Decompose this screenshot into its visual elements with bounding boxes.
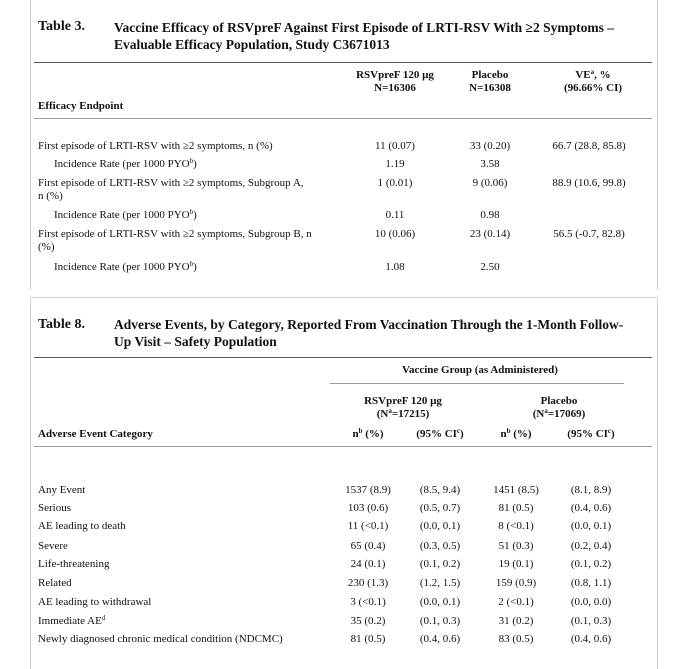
- footnote-mark: b: [358, 427, 363, 435]
- row-label-text: Incidence Rate (per 1000 PYO: [54, 158, 190, 170]
- row-label-line1: First episode of LRTI-RSV with ≥2 symptoms, Subgroup B, n: [38, 228, 312, 240]
- table3-top-rule: [34, 62, 652, 63]
- row-label: Any Event: [38, 484, 86, 496]
- rsv-ci: (0.5, 0.7): [419, 502, 461, 514]
- table8-sub-rsv-ci: [405, 428, 475, 441]
- table8-header-placebo-line2: [494, 408, 624, 421]
- placebo-n: 81 (0.5): [498, 502, 534, 514]
- placebo-n: 31 (0.2): [498, 615, 534, 627]
- footnote-mark: b: [506, 427, 511, 435]
- row-label: Severe: [38, 540, 68, 552]
- footnote-mark: c: [607, 427, 612, 435]
- pct-text: (%): [510, 428, 532, 440]
- placebo-ci: (0.1, 0.3): [570, 615, 612, 627]
- table3-label: Table 3.: [38, 19, 85, 34]
- table8-top-rule: [34, 357, 652, 358]
- placebo-ci: (0.8, 1.1): [570, 577, 612, 589]
- row-label-line2: (%): [38, 241, 55, 253]
- ci-text: (95% CI: [416, 428, 457, 440]
- table8-header-rule: [34, 446, 652, 447]
- rsv-ci: (0.0, 0.1): [419, 520, 461, 532]
- placebo-n: 159 (0.9): [495, 577, 537, 589]
- rsv-ci: (0.1, 0.3): [419, 615, 461, 627]
- rsv-n: 3 (<0.1): [350, 596, 386, 608]
- rsv-ci: (0.0, 0.1): [419, 596, 461, 608]
- placebo-n: 8 (<0.1): [498, 520, 534, 532]
- rsv-n: 11 (<0.1): [347, 520, 389, 532]
- table3-header-ve-line2: (96.66% CI): [563, 82, 623, 94]
- table3-right-border: [657, 0, 658, 290]
- table3-header-rsv-line1: RSVpreF 120 µg: [356, 69, 434, 81]
- table8-header-rsv: [338, 395, 468, 421]
- rsv-n: 81 (0.5): [350, 633, 386, 645]
- ve-label: VE: [575, 69, 591, 81]
- table8-right-border: [657, 298, 658, 669]
- ve-footnote-mark: a: [590, 68, 595, 76]
- table8-sub-pl-ci: [554, 428, 628, 441]
- rsv-n: 230 (1.3): [347, 577, 389, 589]
- table8-header-placebo: [494, 395, 624, 421]
- row-label: Newly diagnosed chronic medical condition (NDCMC): [38, 633, 283, 645]
- placebo-ci: (0.0, 0.0): [570, 596, 612, 608]
- rsv-value: 1.19: [385, 158, 405, 170]
- n-value: =17215): [391, 408, 430, 420]
- row-label-line1: First episode of LRTI-RSV with ≥2 symptoms, Subgroup A,: [38, 177, 304, 189]
- row-label: [54, 158, 197, 171]
- footnote-mark: b: [189, 157, 194, 165]
- placebo-n: 19 (0.1): [498, 558, 534, 570]
- footnote-mark: c: [456, 427, 461, 435]
- rsv-ci: (0.4, 0.6): [419, 633, 461, 645]
- placebo-value: 0.98: [480, 209, 500, 221]
- table3-title: Vaccine Efficacy of RSVpreF Against First Episode of LRTI-RSV With ≥2 Symptoms – Evaluable Efficacy Population, Study C3671013: [114, 20, 614, 52]
- table3-header-placebo-line2: N=16308: [469, 82, 511, 94]
- footnote-mark: a: [544, 407, 548, 415]
- placebo-n: 51 (0.3): [498, 540, 534, 552]
- row-label-text: Incidence Rate (per 1000 PYO: [54, 261, 190, 273]
- table3-header-rsv: [340, 69, 450, 95]
- placebo-n: 2 (<0.1): [498, 596, 534, 608]
- ve-value: 66.7 (28.8, 85.8): [552, 140, 626, 152]
- row-label-close: ): [193, 158, 197, 170]
- table8-left-border: [30, 298, 31, 669]
- rsv-value: 11 (0.07): [375, 140, 415, 152]
- table8-group-header: Vaccine Group (as Administered): [402, 364, 558, 376]
- footnote-mark: a: [388, 407, 392, 415]
- n-text: n: [352, 428, 359, 440]
- rsv-n: 35 (0.2): [350, 615, 386, 627]
- table3-left-border: [30, 0, 31, 290]
- rsv-value: 1 (0.01): [377, 177, 413, 189]
- placebo-ci: (0.2, 0.4): [570, 540, 612, 552]
- table3-header-placebo-line1: Placebo: [471, 69, 509, 81]
- rsv-ci: (0.1, 0.2): [419, 558, 461, 570]
- placebo-ci: (0.4, 0.6): [570, 633, 612, 645]
- footnote-mark: b: [189, 208, 194, 216]
- row-label-text: Incidence Rate (per 1000 PYO: [54, 209, 190, 221]
- row-label-line2: n (%): [38, 190, 63, 202]
- ci-close: ): [460, 428, 464, 440]
- pct-text: (%): [362, 428, 384, 440]
- placebo-n: 83 (0.5): [498, 633, 534, 645]
- placebo-ci: (8.1, 8.9): [570, 484, 612, 496]
- rsv-n: 24 (0.1): [350, 558, 386, 570]
- n-open: (N: [532, 408, 545, 420]
- ve-value: 88.9 (10.6, 99.8): [552, 177, 626, 189]
- table8-header-placebo-line1: Placebo: [540, 395, 578, 407]
- table8-header-rsv-line1: RSVpreF 120 µg: [364, 395, 442, 407]
- row-label-close: ): [193, 261, 197, 273]
- row-label: [38, 615, 105, 628]
- table3-header-placebo: [450, 69, 530, 95]
- table8-header-rsv-line2: [338, 408, 468, 421]
- rsv-value: 1.08: [385, 261, 405, 273]
- placebo-value: 33 (0.20): [469, 140, 511, 152]
- row-label: [38, 228, 312, 254]
- footnote-mark: d: [101, 614, 106, 622]
- placebo-value: 3.58: [480, 158, 500, 170]
- rsv-value: 10 (0.06): [374, 228, 416, 240]
- placebo-value: 2.50: [480, 261, 500, 273]
- placebo-n: 1451 (8.5): [493, 484, 539, 496]
- n-value: =17069): [547, 408, 586, 420]
- table3-header-rule: [34, 118, 652, 119]
- placebo-ci: (0.4, 0.6): [570, 502, 612, 514]
- row-label: [38, 177, 304, 203]
- row-label: AE leading to withdrawal: [38, 596, 152, 608]
- placebo-ci: (0.0, 0.1): [570, 520, 612, 532]
- rsv-n: 1537 (8.9): [345, 484, 391, 496]
- row-label: AE leading to death: [38, 520, 126, 532]
- rsv-n: 65 (0.4): [350, 540, 386, 552]
- row-label: Life-threatening: [38, 558, 110, 570]
- placebo-ci: (0.1, 0.2): [570, 558, 612, 570]
- table3-header-endpoint: Efficacy Endpoint: [38, 100, 124, 112]
- row-label: [54, 209, 197, 222]
- placebo-value: 9 (0.06): [472, 177, 508, 189]
- table8-group-rule: [330, 383, 624, 384]
- table3-header-ve: [538, 69, 648, 95]
- n-open: (N: [376, 408, 389, 420]
- row-label: Serious: [38, 502, 71, 514]
- table8-header-category: Adverse Event Category: [38, 428, 153, 440]
- ci-text: (95% CI: [567, 428, 608, 440]
- table3-header-rsv-line2: N=16306: [374, 82, 416, 94]
- row-label-close: ): [193, 209, 197, 221]
- row-label-text: Immediate AE: [38, 615, 102, 627]
- row-label: Related: [38, 577, 72, 589]
- row-label: [54, 261, 197, 274]
- table8-sub-pl-n: [486, 428, 546, 441]
- rsv-ci: (8.5, 9.4): [419, 484, 461, 496]
- ve-unit: , %: [594, 69, 611, 81]
- placebo-value: 23 (0.14): [469, 228, 511, 240]
- rsv-ci: (1.2, 1.5): [419, 577, 461, 589]
- row-label: First episode of LRTI-RSV with ≥2 symptoms, n (%): [38, 140, 273, 152]
- n-text: n: [500, 428, 507, 440]
- rsv-value: 0.11: [385, 209, 405, 221]
- footnote-mark: b: [189, 260, 194, 268]
- table8-top-border: [30, 297, 658, 298]
- table8-label: Table 8.: [38, 317, 85, 332]
- rsv-n: 103 (0.6): [347, 502, 389, 514]
- table8-title: Adverse Events, by Category, Reported From Vaccination Through the 1-Month Follow-Up Visit – Safety Population: [114, 317, 624, 349]
- rsv-ci: (0.3, 0.5): [419, 540, 461, 552]
- ve-value: 56.5 (-0.7, 82.8): [553, 228, 625, 240]
- ci-close: ): [611, 428, 615, 440]
- table3-header-ve-line1: [538, 69, 648, 82]
- table8-sub-rsv-n: [338, 428, 398, 441]
